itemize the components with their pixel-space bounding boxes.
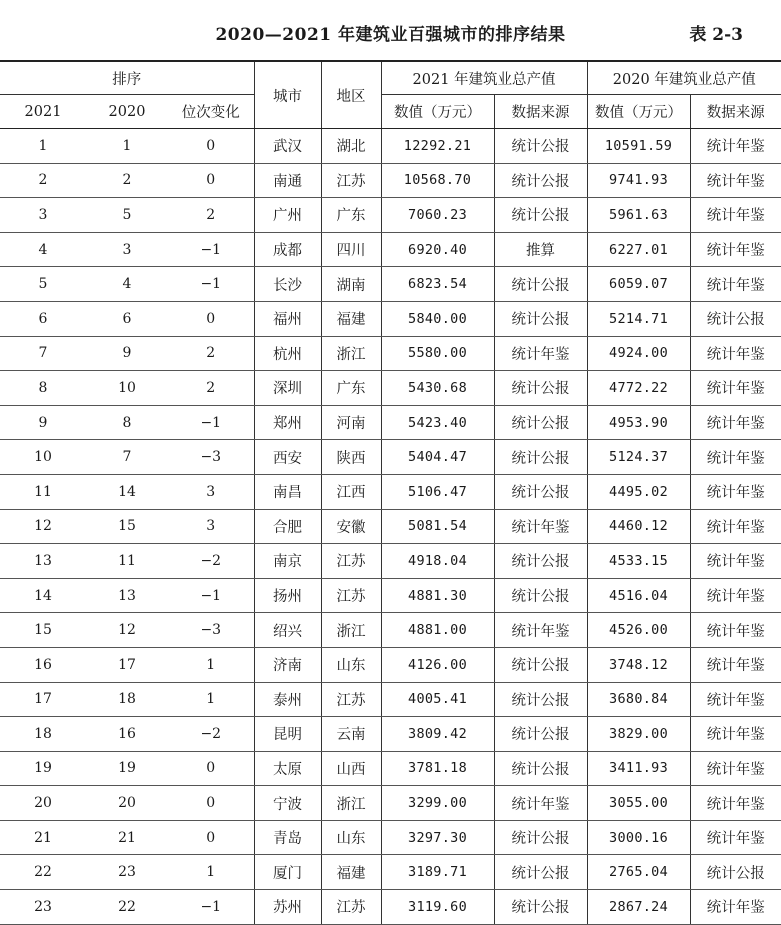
cell-value-2020: 4953.90	[587, 405, 690, 440]
cell-rank-2021: 15	[0, 613, 86, 648]
table-row	[0, 474, 781, 509]
cell-rank-2021: 23	[0, 890, 86, 925]
cell-city: 广州	[254, 198, 321, 233]
table-row	[0, 751, 781, 786]
cell-value-2021: 3297.30	[381, 820, 494, 855]
table-row	[0, 371, 781, 406]
table-row	[0, 786, 781, 821]
cell-source-2020: 统计年鉴	[690, 544, 781, 579]
cell-rank-2021: 8	[0, 371, 86, 406]
cell-rank-2020: 21	[86, 820, 168, 855]
table-row	[0, 613, 781, 648]
table-row	[0, 647, 781, 682]
cell-rank-2021: 4	[0, 232, 86, 267]
cell-source-2021: 统计公报	[494, 301, 587, 336]
cell-rank-2021: 10	[0, 440, 86, 475]
city-header: 城市	[254, 61, 321, 129]
table-number: 表 2-3	[689, 25, 743, 45]
table-row	[0, 163, 781, 198]
cell-value-2020: 3829.00	[587, 717, 690, 752]
cell-region: 广东	[321, 371, 381, 406]
cell-city: 太原	[254, 751, 321, 786]
cell-source-2021: 统计公报	[494, 647, 587, 682]
cell-rank-change: 0	[168, 129, 254, 164]
cell-rank-change: −1	[168, 890, 254, 925]
output-2021-header: 2021 年建筑业总产值	[381, 61, 587, 95]
region-header: 地区	[321, 61, 381, 129]
cell-rank-2020: 14	[86, 474, 168, 509]
cell-value-2020: 3748.12	[587, 647, 690, 682]
cell-region: 安徽	[321, 509, 381, 544]
rank-change-header: 位次变化	[168, 95, 254, 129]
cell-rank-2020: 22	[86, 890, 168, 925]
cell-region: 山东	[321, 647, 381, 682]
table-row	[0, 405, 781, 440]
cell-rank-change: −1	[168, 232, 254, 267]
cell-rank-2020: 2	[86, 163, 168, 198]
cell-source-2020: 统计年鉴	[690, 267, 781, 302]
cell-region: 河南	[321, 405, 381, 440]
cell-source-2021: 统计年鉴	[494, 613, 587, 648]
cell-rank-2021: 16	[0, 647, 86, 682]
cell-rank-change: −1	[168, 267, 254, 302]
cell-source-2020: 统计年鉴	[690, 163, 781, 198]
table-row	[0, 267, 781, 302]
cell-value-2021: 5430.68	[381, 371, 494, 406]
cell-rank-change: 0	[168, 786, 254, 821]
cell-source-2020: 统计年鉴	[690, 371, 781, 406]
cell-value-2020: 5961.63	[587, 198, 690, 233]
cell-source-2021: 统计公报	[494, 682, 587, 717]
cell-rank-2021: 14	[0, 578, 86, 613]
cell-rank-2021: 2	[0, 163, 86, 198]
cell-value-2020: 5124.37	[587, 440, 690, 475]
cell-source-2021: 统计公报	[494, 129, 587, 164]
cell-source-2020: 统计年鉴	[690, 509, 781, 544]
cell-city: 绍兴	[254, 613, 321, 648]
cell-rank-change: 3	[168, 509, 254, 544]
cell-rank-2020: 9	[86, 336, 168, 371]
table-row	[0, 509, 781, 544]
cell-source-2020: 统计年鉴	[690, 198, 781, 233]
cell-source-2020: 统计年鉴	[690, 717, 781, 752]
table-head	[0, 61, 781, 129]
cell-source-2021: 统计公报	[494, 544, 587, 579]
cell-source-2021: 统计公报	[494, 855, 587, 890]
cell-rank-change: 2	[168, 198, 254, 233]
cell-source-2021: 统计公报	[494, 371, 587, 406]
cell-rank-2020: 4	[86, 267, 168, 302]
cell-value-2020: 6227.01	[587, 232, 690, 267]
cell-value-2021: 3119.60	[381, 890, 494, 925]
cell-value-2021: 4126.00	[381, 647, 494, 682]
cell-value-2021: 5840.00	[381, 301, 494, 336]
cell-source-2020: 统计年鉴	[690, 578, 781, 613]
table-row	[0, 440, 781, 475]
cell-value-2020: 4526.00	[587, 613, 690, 648]
cell-city: 泰州	[254, 682, 321, 717]
cell-region: 江苏	[321, 890, 381, 925]
cell-region: 山西	[321, 751, 381, 786]
cell-rank-2020: 11	[86, 544, 168, 579]
cell-source-2021: 统计公报	[494, 717, 587, 752]
cell-value-2020: 4516.04	[587, 578, 690, 613]
cell-value-2020: 4924.00	[587, 336, 690, 371]
table-row	[0, 129, 781, 164]
cell-source-2020: 统计年鉴	[690, 336, 781, 371]
cell-source-2021: 推算	[494, 232, 587, 267]
cell-rank-2020: 15	[86, 509, 168, 544]
cell-rank-2021: 20	[0, 786, 86, 821]
cell-value-2020: 4460.12	[587, 509, 690, 544]
cell-value-2021: 3809.42	[381, 717, 494, 752]
cell-value-2020: 5214.71	[587, 301, 690, 336]
cell-region: 云南	[321, 717, 381, 752]
cell-value-2021: 5580.00	[381, 336, 494, 371]
cell-city: 福州	[254, 301, 321, 336]
cell-source-2021: 统计公报	[494, 440, 587, 475]
cell-source-2020: 统计年鉴	[690, 405, 781, 440]
cell-value-2021: 3781.18	[381, 751, 494, 786]
cell-region: 湖南	[321, 267, 381, 302]
table-row	[0, 336, 781, 371]
cell-rank-change: 0	[168, 301, 254, 336]
cell-region: 广东	[321, 198, 381, 233]
cell-rank-2020: 7	[86, 440, 168, 475]
cell-source-2020: 统计公报	[690, 855, 781, 890]
cell-value-2020: 3000.16	[587, 820, 690, 855]
cell-rank-2020: 8	[86, 405, 168, 440]
cell-rank-2021: 5	[0, 267, 86, 302]
cell-rank-change: 3	[168, 474, 254, 509]
table-title: 2020—2021 年建筑业百强城市的排序结果	[215, 25, 566, 45]
cell-value-2020: 2867.24	[587, 890, 690, 925]
cell-city: 深圳	[254, 371, 321, 406]
cell-city: 苏州	[254, 890, 321, 925]
cell-rank-2021: 17	[0, 682, 86, 717]
cell-region: 四川	[321, 232, 381, 267]
cell-rank-2021: 9	[0, 405, 86, 440]
value-2021-header: 数值（万元）	[381, 95, 494, 129]
cell-source-2020: 统计年鉴	[690, 820, 781, 855]
cell-source-2021: 统计公报	[494, 405, 587, 440]
cell-city: 南通	[254, 163, 321, 198]
cell-rank-change: 1	[168, 647, 254, 682]
source-2020-header: 数据来源	[690, 95, 781, 129]
cell-city: 济南	[254, 647, 321, 682]
cell-value-2021: 6920.40	[381, 232, 494, 267]
cell-value-2020: 4533.15	[587, 544, 690, 579]
cell-city: 杭州	[254, 336, 321, 371]
table-row	[0, 232, 781, 267]
cell-source-2020: 统计年鉴	[690, 129, 781, 164]
table-row	[0, 717, 781, 752]
cell-value-2021: 10568.70	[381, 163, 494, 198]
cell-value-2020: 4495.02	[587, 474, 690, 509]
cell-city: 昆明	[254, 717, 321, 752]
cell-rank-2021: 18	[0, 717, 86, 752]
cell-rank-2021: 11	[0, 474, 86, 509]
cell-rank-2020: 19	[86, 751, 168, 786]
output-2020-header: 2020 年建筑业总产值	[587, 61, 781, 95]
cell-value-2020: 4772.22	[587, 371, 690, 406]
cell-value-2020: 3680.84	[587, 682, 690, 717]
source-2021-header: 数据来源	[494, 95, 587, 129]
cell-rank-2020: 20	[86, 786, 168, 821]
cell-rank-2020: 18	[86, 682, 168, 717]
cell-value-2020: 3055.00	[587, 786, 690, 821]
cell-rank-2020: 17	[86, 647, 168, 682]
cell-source-2020: 统计年鉴	[690, 682, 781, 717]
cell-rank-2020: 16	[86, 717, 168, 752]
cell-region: 陕西	[321, 440, 381, 475]
table-row	[0, 198, 781, 233]
rank-2020-header: 2020	[86, 95, 168, 129]
table-row	[0, 301, 781, 336]
cell-region: 江苏	[321, 682, 381, 717]
cell-value-2021: 3189.71	[381, 855, 494, 890]
cell-source-2020: 统计年鉴	[690, 440, 781, 475]
rank-group-header: 排序	[0, 61, 254, 95]
cell-rank-change: −2	[168, 717, 254, 752]
cell-source-2020: 统计年鉴	[690, 786, 781, 821]
cell-city: 南昌	[254, 474, 321, 509]
cell-rank-change: −1	[168, 405, 254, 440]
cell-value-2021: 4881.30	[381, 578, 494, 613]
cell-value-2021: 7060.23	[381, 198, 494, 233]
cell-value-2020: 9741.93	[587, 163, 690, 198]
cell-region: 江苏	[321, 163, 381, 198]
cell-source-2020: 统计年鉴	[690, 474, 781, 509]
cell-rank-2021: 19	[0, 751, 86, 786]
cell-city: 成都	[254, 232, 321, 267]
cell-source-2021: 统计公报	[494, 890, 587, 925]
cell-city: 扬州	[254, 578, 321, 613]
cell-value-2021: 3299.00	[381, 786, 494, 821]
cell-source-2021: 统计公报	[494, 578, 587, 613]
rank-2021-header: 2021	[0, 95, 86, 129]
cell-source-2021: 统计公报	[494, 267, 587, 302]
cell-city: 武汉	[254, 129, 321, 164]
cell-city: 厦门	[254, 855, 321, 890]
cell-source-2021: 统计公报	[494, 820, 587, 855]
cell-value-2021: 5404.47	[381, 440, 494, 475]
cell-rank-change: 1	[168, 682, 254, 717]
value-2020-header: 数值（万元）	[587, 95, 690, 129]
cell-rank-change: 0	[168, 820, 254, 855]
cell-source-2020: 统计年鉴	[690, 613, 781, 648]
cell-region: 江苏	[321, 578, 381, 613]
table-header-area	[0, 0, 781, 60]
cell-value-2021: 4881.00	[381, 613, 494, 648]
cell-rank-change: 0	[168, 751, 254, 786]
cell-region: 浙江	[321, 786, 381, 821]
cell-city: 南京	[254, 544, 321, 579]
cell-value-2020: 10591.59	[587, 129, 690, 164]
cell-value-2021: 5106.47	[381, 474, 494, 509]
cell-value-2021: 6823.54	[381, 267, 494, 302]
cell-source-2020: 统计年鉴	[690, 890, 781, 925]
cell-source-2020: 统计年鉴	[690, 647, 781, 682]
cell-city: 长沙	[254, 267, 321, 302]
cell-rank-2020: 1	[86, 129, 168, 164]
cell-city: 郑州	[254, 405, 321, 440]
cell-rank-2020: 6	[86, 301, 168, 336]
cell-region: 浙江	[321, 336, 381, 371]
cell-value-2021: 4005.41	[381, 682, 494, 717]
cell-rank-change: −3	[168, 613, 254, 648]
table-row	[0, 544, 781, 579]
cell-rank-change: −2	[168, 544, 254, 579]
cell-rank-2021: 7	[0, 336, 86, 371]
cell-source-2021: 统计公报	[494, 474, 587, 509]
cell-rank-2021: 21	[0, 820, 86, 855]
cell-rank-2021: 22	[0, 855, 86, 890]
cell-rank-2021: 13	[0, 544, 86, 579]
cell-source-2021: 统计公报	[494, 198, 587, 233]
table-row	[0, 890, 781, 925]
cell-value-2020: 2765.04	[587, 855, 690, 890]
ranking-table	[0, 60, 781, 925]
cell-city: 宁波	[254, 786, 321, 821]
cell-rank-2021: 6	[0, 301, 86, 336]
cell-source-2021: 统计公报	[494, 163, 587, 198]
cell-source-2020: 统计公报	[690, 301, 781, 336]
cell-region: 湖北	[321, 129, 381, 164]
cell-rank-2021: 12	[0, 509, 86, 544]
cell-rank-2021: 1	[0, 129, 86, 164]
table-row	[0, 820, 781, 855]
cell-value-2020: 6059.07	[587, 267, 690, 302]
cell-region: 浙江	[321, 613, 381, 648]
cell-source-2020: 统计年鉴	[690, 751, 781, 786]
cell-region: 福建	[321, 301, 381, 336]
cell-rank-change: −3	[168, 440, 254, 475]
cell-rank-change: −1	[168, 578, 254, 613]
cell-region: 江苏	[321, 544, 381, 579]
cell-rank-2020: 12	[86, 613, 168, 648]
cell-value-2020: 3411.93	[587, 751, 690, 786]
cell-source-2021: 统计年鉴	[494, 786, 587, 821]
cell-source-2020: 统计年鉴	[690, 232, 781, 267]
cell-rank-change: 2	[168, 371, 254, 406]
cell-value-2021: 4918.04	[381, 544, 494, 579]
cell-region: 江西	[321, 474, 381, 509]
cell-rank-change: 2	[168, 336, 254, 371]
cell-region: 山东	[321, 820, 381, 855]
cell-city: 西安	[254, 440, 321, 475]
cell-value-2021: 12292.21	[381, 129, 494, 164]
cell-rank-change: 0	[168, 163, 254, 198]
cell-rank-2020: 23	[86, 855, 168, 890]
cell-value-2021: 5423.40	[381, 405, 494, 440]
cell-rank-2020: 13	[86, 578, 168, 613]
cell-region: 福建	[321, 855, 381, 890]
cell-value-2021: 5081.54	[381, 509, 494, 544]
cell-rank-change: 1	[168, 855, 254, 890]
cell-source-2021: 统计公报	[494, 751, 587, 786]
table-row	[0, 578, 781, 613]
cell-source-2021: 统计年鉴	[494, 336, 587, 371]
cell-rank-2020: 5	[86, 198, 168, 233]
cell-rank-2020: 10	[86, 371, 168, 406]
table-body	[0, 129, 781, 925]
cell-rank-2021: 3	[0, 198, 86, 233]
table-row	[0, 855, 781, 890]
table-row	[0, 682, 781, 717]
cell-city: 青岛	[254, 820, 321, 855]
cell-source-2021: 统计年鉴	[494, 509, 587, 544]
cell-city: 合肥	[254, 509, 321, 544]
cell-rank-2020: 3	[86, 232, 168, 267]
